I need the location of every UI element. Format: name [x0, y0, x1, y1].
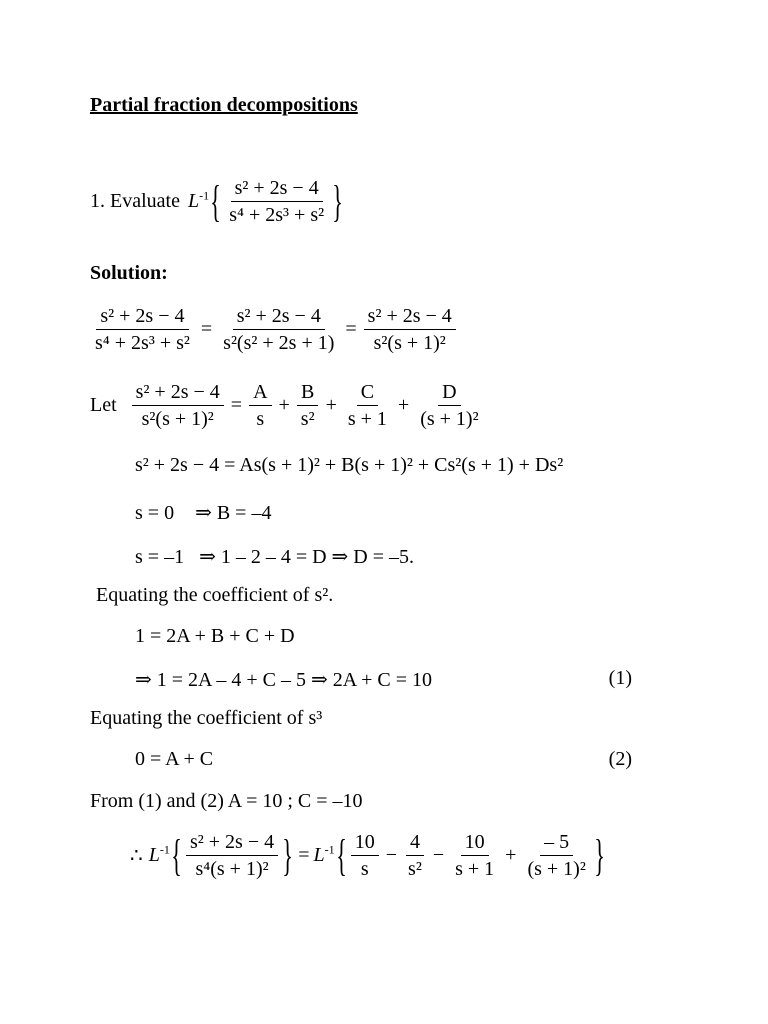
factorization-equation — [88, 304, 459, 355]
substitution-lhs: s = 0 — [135, 502, 175, 524]
page-title: Partial fraction decompositions — [90, 94, 358, 116]
plus-sign: + — [505, 844, 517, 866]
denominator: s²(s + 1)² — [373, 332, 446, 354]
denominator: s⁴(s + 1)² — [195, 858, 269, 880]
final-term-2 — [404, 830, 426, 881]
term-a — [249, 380, 271, 431]
substitution-s-minus-one — [135, 544, 414, 569]
let-word: Let — [90, 394, 117, 416]
term-b — [297, 380, 319, 431]
equals-sign: = — [345, 318, 357, 340]
equation-number-1: (1) — [608, 667, 632, 689]
fraction-factored — [219, 304, 338, 355]
coefficient-s2-label: Equating the coefficient of s². — [96, 584, 334, 606]
substitution-lhs: s = –1 — [135, 546, 185, 568]
numerator: 10 — [351, 830, 379, 856]
operator-symbol: L — [187, 190, 200, 212]
denominator: s²(s² + 2s + 1) — [223, 332, 335, 354]
solution-values: From (1) and (2) A = 10 ; C = –10 — [90, 790, 363, 812]
problem-denominator: s⁴ + 2s³ + s² — [229, 204, 325, 226]
solution-label: Solution: — [90, 262, 168, 284]
coefficient-s2-equation: 1 = 2A + B + C + D — [135, 625, 295, 647]
denominator: s⁴ + 2s³ + s² — [95, 332, 190, 354]
laplace-operator — [314, 844, 335, 867]
numerator: s² + 2s − 4 — [364, 304, 456, 330]
final-lhs-fraction — [186, 830, 278, 881]
numerator: D — [438, 380, 460, 406]
laplace-operator — [188, 190, 209, 213]
denominator: s² — [300, 408, 315, 430]
right-brace: } — [594, 830, 605, 880]
equals-sign: = — [230, 394, 243, 416]
denominator: s + 1 — [347, 408, 387, 430]
denominator: s — [360, 858, 369, 880]
problem-statement — [90, 176, 344, 227]
fraction-simplified — [364, 304, 456, 355]
plus-sign: + — [278, 394, 290, 416]
minus-sign: − — [385, 844, 398, 866]
operator-superscript: -1 — [159, 842, 170, 857]
right-brace: } — [332, 176, 343, 226]
numerator: s² + 2s − 4 — [132, 380, 224, 406]
numerator: A — [249, 380, 271, 406]
decomposition-setup — [90, 380, 486, 431]
problem-fraction — [225, 176, 328, 227]
numerator: 10 — [461, 830, 489, 856]
operator-superscript: -1 — [324, 842, 335, 857]
denominator: (s + 1)² — [420, 408, 479, 430]
final-term-3 — [451, 830, 498, 881]
numerator: – 5 — [540, 830, 573, 856]
equals-sign: = — [298, 844, 310, 866]
numerator: s² + 2s − 4 — [186, 830, 278, 856]
operator-symbol: L — [313, 844, 325, 866]
denominator: s + 1 — [455, 858, 495, 880]
equation-2: 0 = A + C — [135, 748, 214, 770]
final-result — [130, 830, 606, 881]
numerator: s² + 2s − 4 — [233, 304, 325, 330]
plus-sign: + — [397, 394, 410, 416]
left-brace: { — [335, 830, 347, 880]
substitution-result: ⇒ B = –4 — [195, 502, 272, 524]
minus-sign: − — [432, 844, 445, 866]
final-term-1 — [351, 830, 379, 881]
right-brace: } — [282, 830, 293, 880]
fraction-lhs — [132, 380, 224, 431]
final-term-4 — [523, 830, 589, 881]
denominator: (s + 1)² — [527, 858, 586, 880]
denominator: s² — [408, 858, 422, 880]
term-c — [344, 380, 391, 431]
substitution-result: ⇒ 1 – 2 – 4 = D ⇒ D = –5. — [199, 546, 415, 568]
operator-symbol: L — [148, 844, 160, 866]
numerator: 4 — [406, 830, 424, 856]
problem-numerator: s² + 2s − 4 — [231, 176, 323, 202]
laplace-operator — [149, 844, 170, 867]
equation-1-row — [135, 667, 632, 692]
equals-sign: = — [200, 318, 213, 340]
problem-prefix: 1. Evaluate — [90, 190, 180, 212]
equation-2-row — [135, 748, 632, 771]
substitution-s-zero — [135, 500, 271, 525]
equation-number-2: (2) — [608, 748, 632, 770]
numerator: B — [297, 380, 318, 406]
fraction-original — [91, 304, 194, 355]
therefore-symbol: ∴ — [130, 845, 143, 867]
identity-equation: s² + 2s − 4 = As(s + 1)² + B(s + 1)² + Cs²(s + 1) + Ds² — [135, 454, 564, 476]
left-brace: { — [210, 176, 221, 226]
left-brace: { — [171, 830, 182, 880]
denominator: s — [256, 408, 265, 430]
term-d — [416, 380, 482, 431]
numerator: C — [357, 380, 378, 406]
plus-sign: + — [325, 394, 337, 416]
numerator: s² + 2s − 4 — [96, 304, 188, 330]
equation-1: ⇒ 1 = 2A – 4 + C – 5 ⇒ 2A + C = 10 — [135, 669, 432, 691]
operator-superscript: -1 — [199, 188, 210, 203]
coefficient-s3-label: Equating the coefficient of s³ — [90, 707, 323, 729]
denominator: s²(s + 1)² — [141, 408, 214, 430]
